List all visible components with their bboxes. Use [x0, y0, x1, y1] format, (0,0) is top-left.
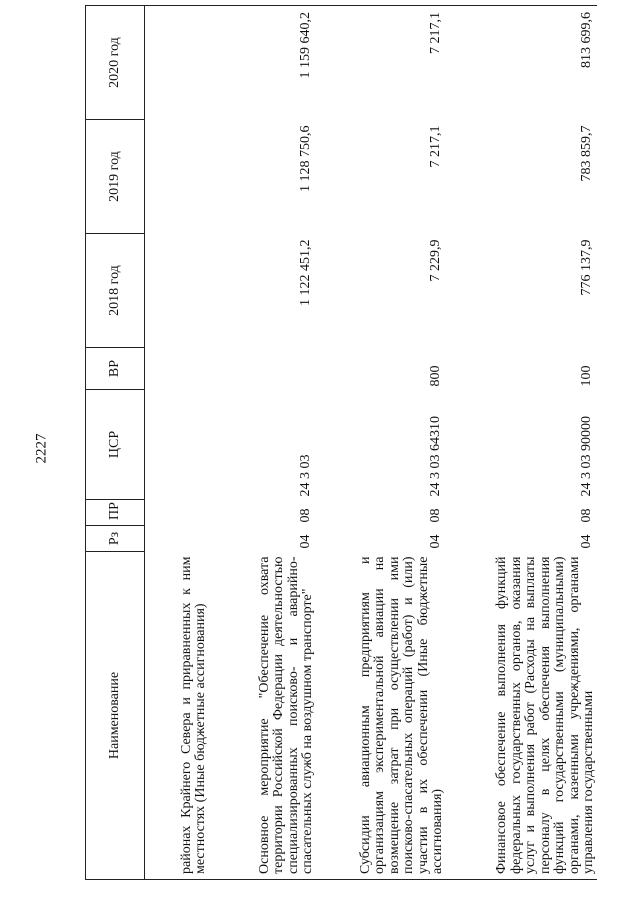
row-2019: 7 217,1	[427, 125, 443, 168]
row-2018: 776 137,9	[578, 239, 594, 296]
header-name: Наименование	[86, 552, 145, 880]
row-name: районах Крайнего Севера и приравненных к ним местностях (Иные бюджетные ассигнования)	[145, 552, 209, 880]
row-pr: 08	[578, 508, 594, 523]
row-csr: 24 3 03 90000	[578, 416, 594, 497]
budget-table	[85, 5, 597, 880]
row-pr	[145, 500, 209, 526]
row-name: Финансовое обеспечение выполнения функций федеральных государственных органов, оказания услуг и выполнения работ (Расходы на выплаты персоналу в целях обеспечения выполнения функций государственными (муниципальными) органами, казенными учреждениями, органами управления государственными	[446, 552, 597, 880]
row-name: Основное мероприятие "Обеспечение охвата территории Российской Федерации деятельностью специализированных поисково- и аварийно-спасательных служб на воздушном транспорте"	[209, 552, 316, 880]
page-number: 2227	[33, 433, 50, 464]
row-rz: 04	[297, 534, 313, 549]
header-2018: 2018 год	[86, 234, 145, 348]
row-vr: 100	[578, 365, 594, 387]
header-row	[86, 6, 145, 880]
row-rz: 04	[578, 534, 594, 549]
row-2019: 1 128 750,6	[297, 125, 313, 192]
row-2018: 7 229,9	[427, 239, 443, 282]
table-row	[145, 6, 209, 880]
row-2018: 1 122 451,2	[297, 239, 313, 306]
row-csr: 24 3 03 64310	[427, 416, 443, 497]
row-2020	[145, 6, 209, 120]
row-rz	[145, 526, 209, 552]
row-name: Субсидии авиационным предприятиям и организациям экспериментальной авиации на возмещение затрат при осуществлении ими поисково-спасательных операций (работ) и (или) участии в их обеспечении (Иные бюджетные ассигнования)	[316, 552, 446, 880]
row-2020: 7 217,1	[316, 6, 446, 120]
header-pr: ПР	[86, 500, 145, 526]
row-vr	[209, 348, 316, 390]
budget-table-rotated	[85, 5, 595, 880]
header-rz: Рз	[86, 526, 145, 552]
row-2020: 1 159 640,2	[209, 6, 316, 120]
header-2020: 2020 год	[86, 6, 145, 120]
row-vr	[145, 348, 209, 390]
header-vr: ВР	[86, 348, 145, 390]
table-row	[316, 6, 446, 880]
row-pr: 08	[427, 508, 443, 523]
table-row	[446, 6, 597, 880]
header-2019: 2019 год	[86, 120, 145, 234]
row-vr: 800	[427, 365, 443, 387]
row-2019	[145, 120, 209, 234]
header-csr: ЦСР	[86, 390, 145, 500]
row-2020: 813 699,6	[446, 6, 597, 120]
row-2019: 783 859,7	[578, 125, 594, 182]
table-row	[209, 6, 316, 880]
row-csr	[145, 390, 209, 500]
row-rz: 04	[427, 534, 443, 549]
row-pr: 08	[297, 508, 313, 523]
row-2018	[145, 234, 209, 348]
row-csr: 24 3 03	[297, 454, 313, 497]
